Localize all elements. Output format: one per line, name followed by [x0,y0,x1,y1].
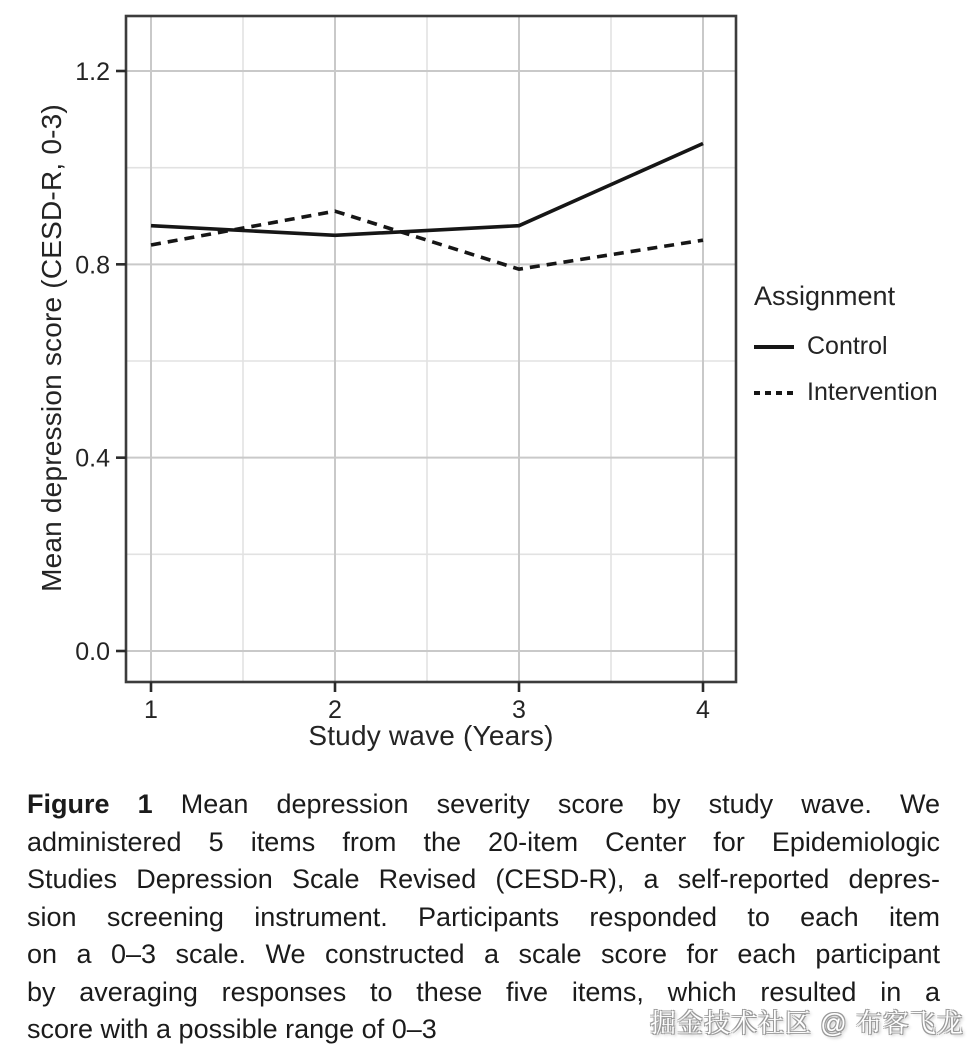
caption-line [27,786,940,824]
caption-line: sion screening instrument. Participants responded to each item [27,901,940,932]
x-tick-label: 1 [144,696,158,724]
figure-label: Figure 1 [27,789,153,819]
x-axis-title: Study wave (Years) [308,720,554,751]
legend-label-control: Control [807,332,888,360]
y-axis-title: Mean depression score (CESD-R, 0-3) [36,104,67,592]
legend-item-intervention [754,378,938,407]
caption-text: Mean depression severity score by study wave. We [180,789,940,819]
caption-line: on a 0–3 scale. We constructed a scale score for each participant [27,939,940,969]
caption-line: administered 5 items from the 20-item Center for Epidemiologic [27,826,940,857]
y-tick-label: 0.0 [75,638,110,666]
watermark: 掘金技术社区 @ 布客飞龙 [650,1008,964,1038]
x-tick-label: 2 [328,696,342,724]
caption-line: by averaging responses to these five items, which resulted in a [27,976,940,1007]
panel-border [126,16,736,682]
y-tick-label: 0.8 [75,251,110,280]
caption-line: Studies Depression Scale Revised (CESD-R), a self-reported depres- [27,864,940,894]
y-tick-label: 1.2 [75,58,110,86]
solid-line-swatch [754,345,794,349]
legend-title: Assignment [754,281,896,311]
legend-label-intervention: Intervention [807,378,938,406]
y-tick-label: 0.4 [75,444,110,473]
caption-line: score with a possible range of 0–3 [27,1014,437,1044]
x-tick-label: 4 [696,696,710,724]
x-tick-label: 3 [512,696,526,724]
dashed-line-swatch [754,391,794,395]
legend [754,281,938,424]
legend-item-control [754,332,938,361]
